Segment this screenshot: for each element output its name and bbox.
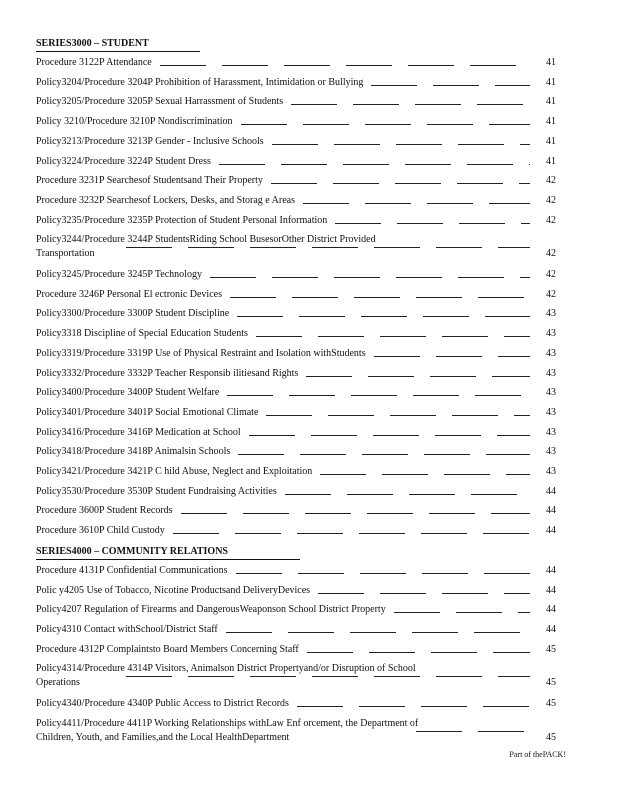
dot-leader: [236, 573, 530, 574]
toc-row-title: Policy3244/Procedure 3244P StudentsRiding School BusesorOther District Provided: [36, 234, 376, 245]
toc-row-title: Policy3235/Procedure 3235P Protection of Student Personal Information: [36, 214, 328, 226]
dot-leader: [219, 164, 530, 165]
toc-row-title: Policy3421/Procedure 3421P C hild Abuse, Neglect and Exploitation: [36, 466, 313, 477]
dot-leader: [394, 612, 530, 613]
toc-row-page: 45: [546, 677, 556, 688]
toc-row[interactable]: [36, 214, 556, 228]
dot-leader: [374, 356, 530, 357]
dot-leader: [181, 513, 530, 514]
dot-leader: [285, 494, 530, 495]
toc-row-page: 42: [546, 194, 556, 206]
toc-row-page: 41: [546, 57, 556, 68]
dot-leader: [306, 376, 530, 377]
dot-leader: [335, 223, 530, 224]
dot-leader: [371, 85, 530, 86]
toc-row-page: 44: [546, 584, 556, 596]
toc-row-title: Policy3213/Procedure 3213P Gender - Inclusive Schools: [36, 135, 264, 147]
dot-leader: [303, 203, 530, 204]
toc-row-page: 43: [546, 367, 556, 379]
toc-row-title: Policy3416/Procedure 3416P Medication at School: [36, 426, 241, 438]
toc-row[interactable]: [36, 347, 556, 361]
toc-row-title: Procedure 3600P Student Records: [36, 505, 173, 517]
toc-row-title: Policy3418/Procedure 3418P Animalsin Schools: [36, 446, 231, 458]
toc-row-page: 43: [546, 347, 556, 359]
toc-row-page: 41: [546, 76, 556, 88]
dot-leader: [126, 247, 530, 248]
toc-row-title: Policy 3210/Procedure 3210P Nondiscrimination: [36, 116, 233, 128]
toc-row[interactable]: [36, 426, 556, 440]
toc-row-page: 44: [546, 624, 556, 636]
toc-row-title: Procedure 4131P Confidential Communications: [36, 565, 228, 576]
toc-row[interactable]: [36, 603, 556, 617]
dot-leader: [266, 415, 530, 416]
toc-row-title: Policy3400/Procedure 3400P Student Welfare: [36, 387, 220, 399]
dot-leader: [210, 277, 530, 278]
toc-row[interactable]: [36, 115, 556, 129]
dot-leader: [271, 183, 530, 184]
toc-row[interactable]: [36, 76, 556, 90]
dot-leader: [160, 65, 530, 66]
toc-row[interactable]: [36, 95, 556, 109]
dot-leader: [297, 706, 530, 707]
toc-row[interactable]: [36, 623, 556, 637]
series-3000-heading: SERIES3000 – STUDENT: [36, 37, 200, 52]
toc-row[interactable]: [36, 135, 556, 149]
toc-row-page: 42: [546, 269, 556, 280]
toc-row-title: Procedure 4312P Complaintsto Board Members Concerning Staff: [36, 643, 299, 655]
dot-leader: [291, 104, 530, 105]
toc-row-title: Policy3205/Procedure 3205P Sexual Harrassment of Students: [36, 96, 284, 108]
dot-leader: [230, 297, 530, 298]
toc-row[interactable]: [36, 504, 556, 518]
toc-row-title-continued: Children, Youth, and Families,and the Local HealthDepartment: [36, 732, 290, 743]
dot-leader: [227, 395, 530, 396]
toc-row-title: Polic y4205 Use of Tobacco, Nicotine Productsand DeliveryDevices: [36, 584, 311, 596]
toc-row-page: 44: [546, 604, 556, 616]
toc-row-4411[interactable]: [36, 717, 556, 745]
dot-leader: [256, 336, 530, 337]
toc-row-3244[interactable]: [36, 233, 556, 261]
toc-row[interactable]: [36, 307, 556, 321]
toc-row-title: Procedure 3232P Searchesof Lockers, Desks, and Storag e Areas: [36, 194, 295, 206]
toc-row-page: 44: [546, 565, 556, 576]
footer-note: Part of thePACK!: [509, 750, 566, 759]
dot-leader: [173, 533, 530, 534]
toc-row-page: 45: [546, 732, 556, 743]
toc-row-title: Policy3401/Procedure 3401P Social Emotional Climate: [36, 406, 259, 418]
toc-row-4340[interactable]: [36, 697, 556, 711]
toc-row-page: 43: [546, 426, 556, 438]
toc-row-page: 44: [546, 525, 556, 537]
toc-row-page: 43: [546, 387, 556, 399]
toc-row[interactable]: [36, 268, 556, 282]
toc-row-title: Policy3300/Procedure 3300P Student Discipline: [36, 308, 230, 320]
toc-row-page: 44: [546, 485, 556, 497]
toc-row-page: 43: [546, 308, 556, 320]
toc-row-page: 42: [546, 248, 556, 259]
toc-row-title: Policy4411/Procedure 4411P Working Relationships withLaw Enf orcement, the Department of: [36, 718, 419, 729]
toc-row-title: Policy4207 Regulation of Firearms and DangerousWeaponson School District Property: [36, 604, 386, 616]
toc-row-page: 42: [546, 214, 556, 226]
toc-row-title: Policy3318 Discipline of Special Education Students: [36, 328, 248, 340]
toc-row[interactable]: [36, 643, 556, 657]
toc-row-title: Policy4340/Procedure 4340P Public Access to District Records: [36, 698, 289, 709]
toc-row-title: Policy3332/Procedure 3332P Teacher Responsib ilitiesand Rights: [36, 367, 299, 379]
toc-row-page: 41: [546, 155, 556, 167]
dot-leader: [318, 593, 530, 594]
toc-row[interactable]: [36, 465, 556, 479]
dot-leader: [237, 316, 530, 317]
dot-leader: [320, 474, 530, 475]
toc-row-page: 43: [546, 406, 556, 418]
series-4000-heading: SERIES4000 – COMMUNITY RELATIONS: [36, 545, 300, 560]
toc-row-title: Procedure 3246P Personal El ectronic Devices: [36, 288, 222, 300]
toc-row[interactable]: [36, 564, 556, 578]
dot-leader: [238, 454, 530, 455]
toc-row[interactable]: [36, 327, 556, 341]
toc-row-page: 42: [546, 175, 556, 187]
dot-leader: [249, 435, 530, 436]
toc-row[interactable]: [36, 194, 556, 208]
toc-row[interactable]: [36, 174, 556, 188]
toc-row-title: Policy3319/Procedure 3319P Use of Physical Restraint and Isolation withStudents: [36, 347, 366, 359]
toc-row[interactable]: [36, 155, 556, 169]
toc-row[interactable]: [36, 406, 556, 420]
toc-row-title: Policy3530/Procedure 3530P Student Fundraising Activities: [36, 485, 277, 497]
toc-row-title: Procedure 3610P Child Custody: [36, 525, 165, 537]
toc-row-title: Policy4314/Procedure 4314P Visitors, Animalson District Propertyand/or Disruption of School: [36, 663, 416, 674]
dot-leader: [241, 124, 530, 125]
toc-row-title-continued: Operations: [36, 677, 80, 688]
toc-row-page: 43: [546, 466, 556, 477]
toc-row-page: 41: [546, 135, 556, 147]
toc-row-page: 43: [546, 446, 556, 458]
toc-row-title-continued: Transportation: [36, 248, 95, 259]
toc-row[interactable]: [36, 445, 556, 459]
dot-leader: [307, 652, 530, 653]
toc-row[interactable]: [36, 386, 556, 400]
toc-row[interactable]: [36, 485, 556, 499]
toc-row-page: 44: [546, 505, 556, 517]
toc-row-title: Policy4310 Contact withSchool/District Staff: [36, 624, 218, 636]
toc-row-page: 45: [546, 643, 556, 655]
toc-row[interactable]: [36, 584, 556, 598]
dot-leader: [272, 144, 530, 145]
toc-row-page: 41: [546, 96, 556, 108]
dot-leader: [416, 731, 530, 732]
toc-row[interactable]: [36, 56, 556, 70]
toc-row-page: 42: [546, 288, 556, 300]
dot-leader: [226, 632, 530, 633]
toc-row-title: Procedure 3122P Attendance: [36, 57, 152, 68]
toc-row[interactable]: [36, 367, 556, 381]
dot-leader: [126, 676, 530, 677]
toc-row[interactable]: [36, 524, 556, 538]
toc-row-page: 41: [546, 116, 556, 128]
toc-row-title: Policy3224/Procedure 3224P Student Dress: [36, 155, 211, 167]
toc-row[interactable]: [36, 288, 556, 302]
toc-row-title: Policy3245/Procedure 3245P Technology: [36, 269, 202, 280]
toc-row-4314[interactable]: [36, 662, 556, 690]
toc-row-page: 45: [546, 698, 556, 709]
toc-row-title: Policy3204/Procedure 3204P Prohibition of Harassment, Intimidation or Bullying: [36, 76, 364, 88]
toc-row-title: Procedure 3231P Searchesof Studentsand Their Property: [36, 175, 263, 187]
toc-row-page: 43: [546, 328, 556, 340]
